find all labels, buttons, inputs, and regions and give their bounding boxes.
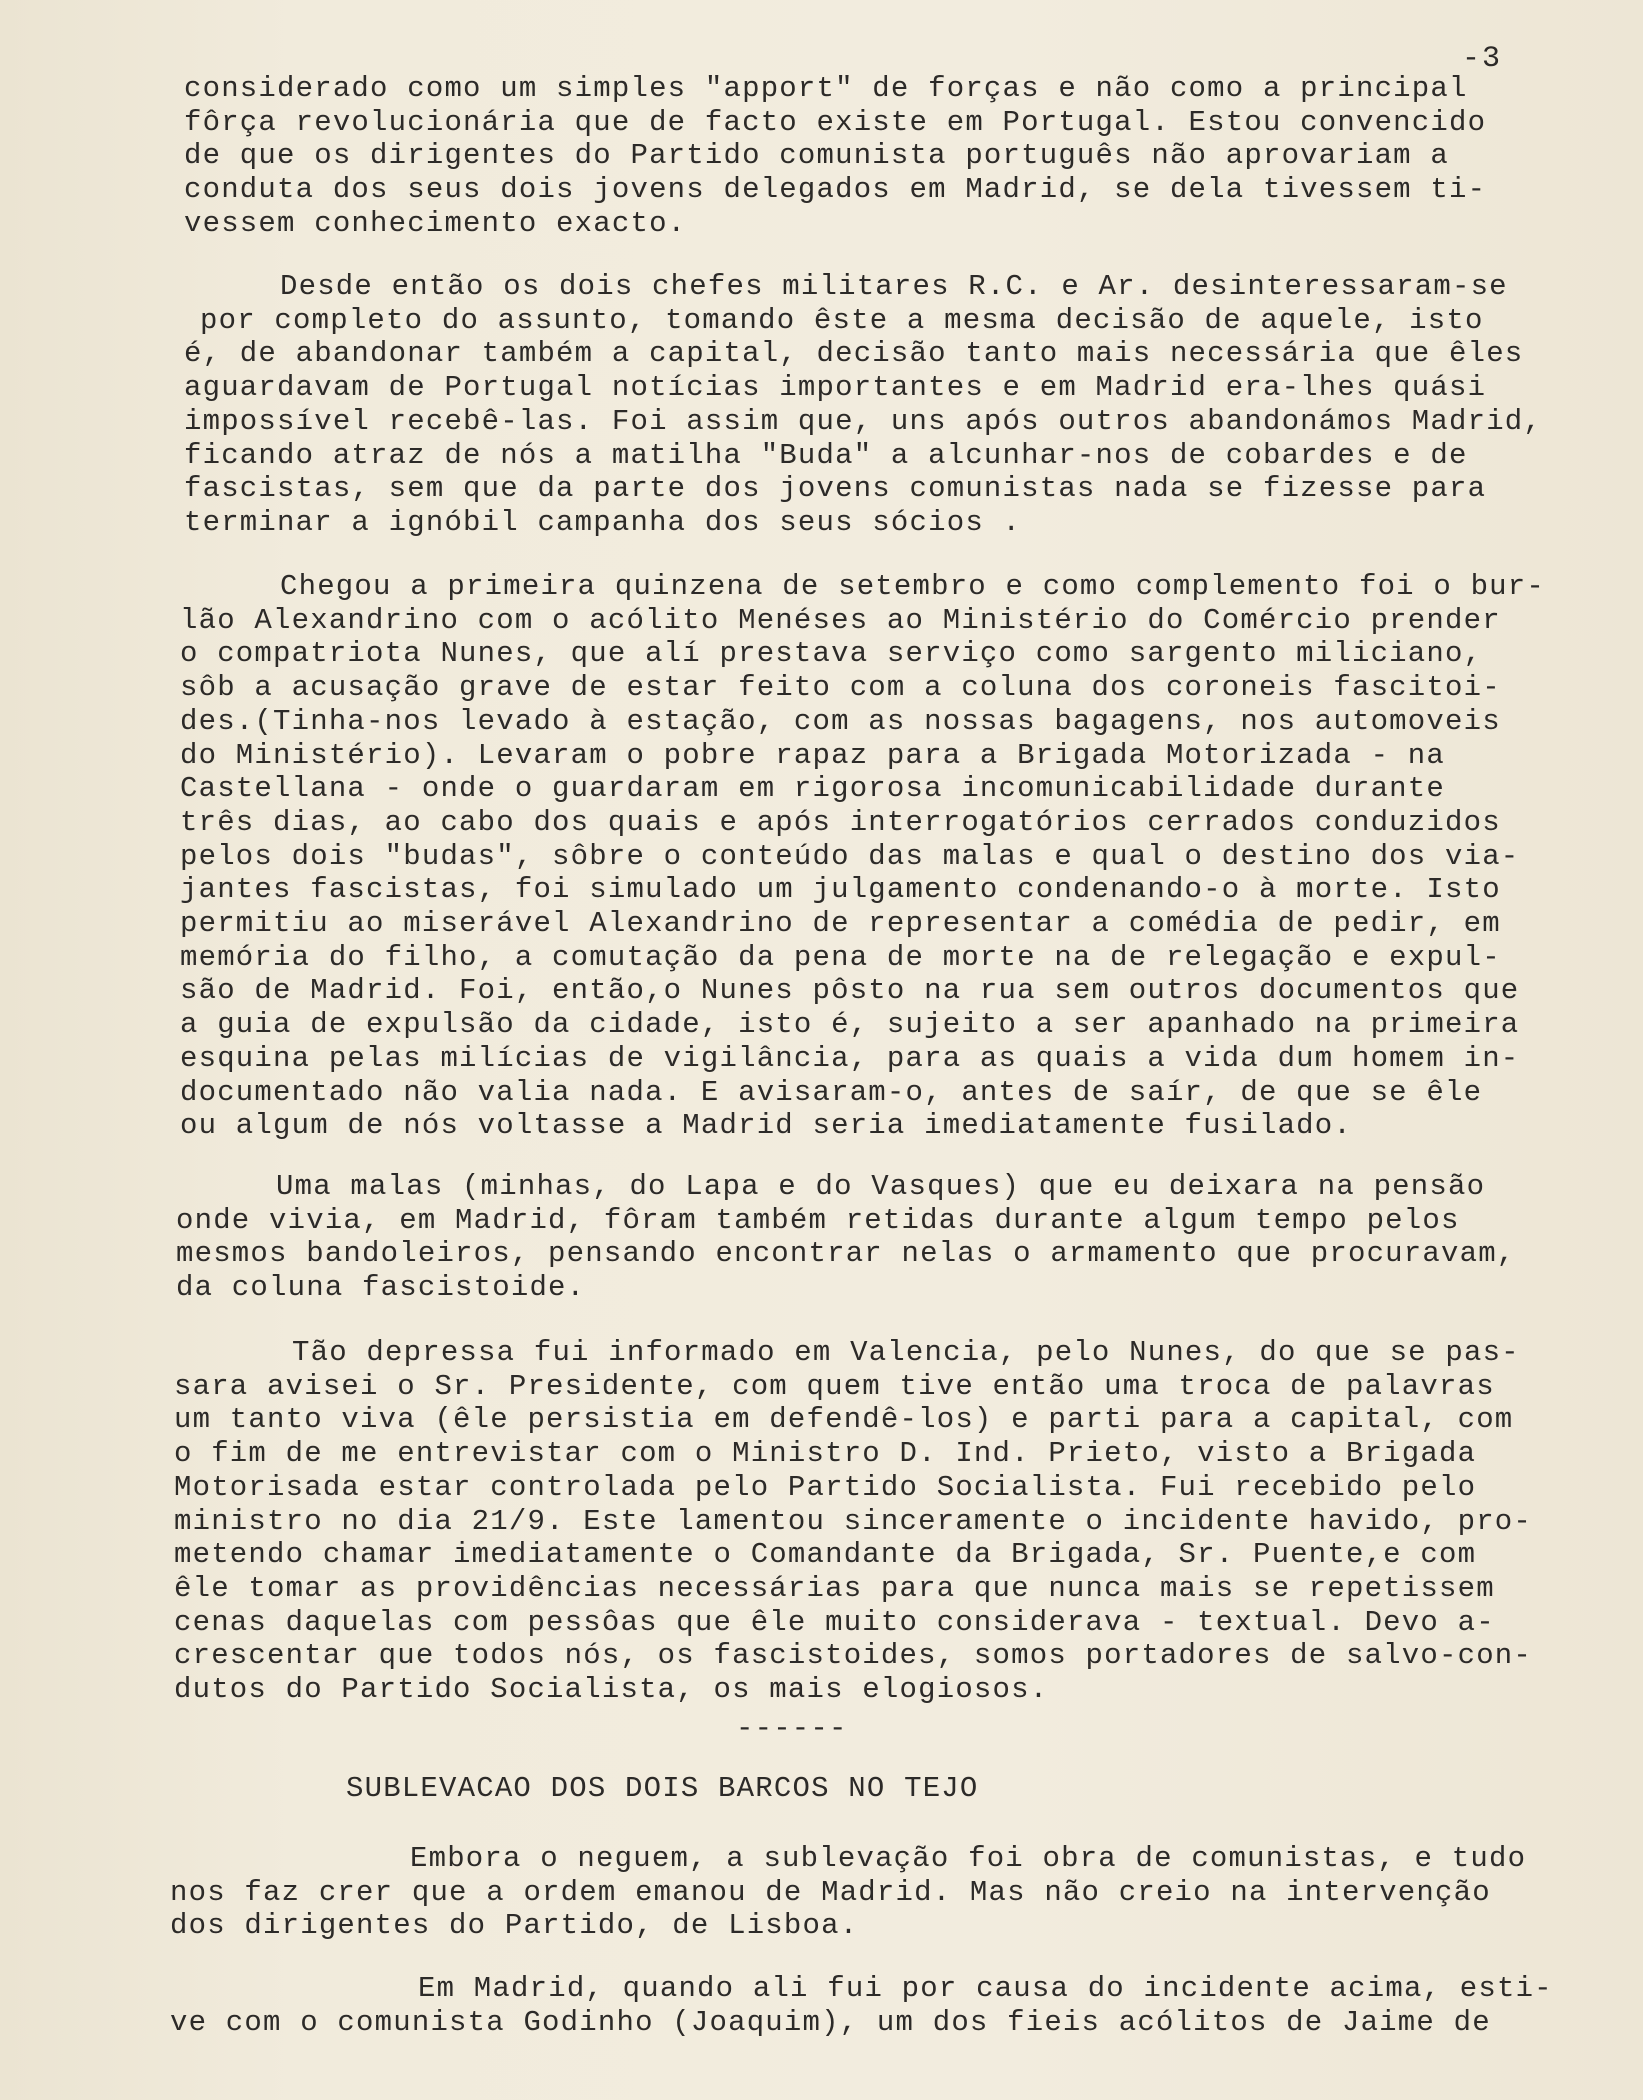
text-line: três dias, ao cabo dos quais e após interrogatórios cerrados conduzidos xyxy=(180,805,1501,839)
text-line: dos dirigentes do Partido, de Lisboa. xyxy=(170,1909,859,1943)
text-line: ministro no dia 21/9. Este lamentou sinceramente o incidente havido, pro- xyxy=(174,1504,1533,1538)
text-line: conduta dos seus dois jovens delegados em Madrid, se dela tivessem ti- xyxy=(184,173,1487,207)
text-line: memória do filho, a comutação da pena de morte na de relegação e expul- xyxy=(180,940,1501,974)
text-line: documentado não valia nada. E avisaram-o, antes de saír, de que se êle xyxy=(180,1075,1483,1109)
paragraph-1 xyxy=(184,72,1486,241)
text-line: fôrça revolucionária que de facto existe em Portugal. Estou convencido xyxy=(184,105,1487,139)
text-line: de que os dirigentes do Partido comunista português não aprovariam a xyxy=(184,139,1449,173)
text-line: da coluna fascistoide. xyxy=(176,1271,586,1305)
paragraph-7 xyxy=(170,1972,1553,2039)
paragraph-4 xyxy=(176,1170,1515,1305)
text-line: pelos dois "budas", sôbre o conteúdo das malas e qual o destino dos via- xyxy=(180,839,1520,873)
text-line: do Ministério). Levaram o pobre rapaz para a Brigada Motorizada - na xyxy=(180,738,1445,772)
text-line: terminar a ignóbil campanha dos seus sócios . xyxy=(184,505,1022,539)
text-line: considerado como um simples "apport" de forças e não como a principal xyxy=(184,72,1468,105)
text-line: impossível recebê-las. Foi assim que, uns após outros abandonámos Madrid, xyxy=(184,404,1543,438)
text-line: Castellana - onde o guardaram em rigorosa incomunicabilidade durante xyxy=(180,772,1445,806)
text-line: a guia de expulsão da cidade, isto é, sujeito a ser apanhado na primeira xyxy=(180,1008,1520,1042)
text-line: o fim de me entrevistar com o Ministro D. Ind. Prieto, visto a Brigada xyxy=(174,1437,1477,1471)
text-line: mesmos bandoleiros, pensando encontrar nelas o armamento que procuravam, xyxy=(176,1237,1516,1271)
text-line: Uma malas (minhas, do Lapa e do Vasques) que eu deixara na pensão xyxy=(276,1170,1486,1203)
text-line: por completo do assunto, tomando êste a mesma decisão de aquele, isto xyxy=(200,303,1484,337)
page-number: -3 xyxy=(1462,42,1503,76)
text-line: ve com o comunista Godinho (Joaquim), um dos fieis acólitos de Jaime de xyxy=(170,2005,1491,2039)
text-line: des.(Tinha-nos levado à estação, com as nossas bagagens, nos automoveis xyxy=(180,704,1501,738)
text-line: jantes fascistas, foi simulado um julgamento condenando-o à morte. Isto xyxy=(180,873,1501,907)
text-line: sara avisei o Sr. Presidente, com quem tive então uma troca de palavras xyxy=(174,1369,1495,1403)
section-separator: ------ xyxy=(736,1712,848,1745)
text-line: êle tomar as providências necessárias para que nunca mais se repetissem xyxy=(174,1571,1495,1605)
text-line: lão Alexandrino com o acólito Menéses ao Ministério do Comércio prender xyxy=(180,603,1501,637)
text-line: permitiu ao miserável Alexandrino de representar a comédia de pedir, em xyxy=(180,907,1501,941)
section-heading: SUBLEVACAO DOS DOIS BARCOS NO TEJO xyxy=(346,1772,979,1805)
text-line: Embora o neguem, a sublevação foi obra de comunistas, e tudo xyxy=(410,1842,1527,1875)
text-line: sôb a acusação grave de estar feito com a coluna dos coroneis fascitoi- xyxy=(180,671,1501,705)
text-line: um tanto viva (êle persistia em defendê-los) e parti para a capital, com xyxy=(174,1403,1514,1437)
text-line: cenas daquelas com pessôas que êle muito considerava - textual. Devo a- xyxy=(174,1605,1495,1639)
text-line: esquina pelas milícias de vigilância, para as quais a vida dum homem in- xyxy=(180,1041,1520,1075)
paragraph-2 xyxy=(184,270,1542,540)
text-line: vessem conhecimento exacto. xyxy=(184,206,687,240)
paragraph-6 xyxy=(170,1842,1526,1943)
text-line: ficando atraz de nós a matilha "Buda" a alcunhar-nos de cobardes e de xyxy=(184,438,1468,472)
text-line: fascistas, sem que da parte dos jovens comunistas nada se fizesse para xyxy=(184,472,1487,506)
text-line: Tão depressa fui informado em Valencia, pelo Nunes, do que se pas- xyxy=(292,1336,1520,1369)
text-line: ou algum de nós voltasse a Madrid seria imediatamente fusilado. xyxy=(180,1109,1352,1143)
text-line: Chegou a primeira quinzena de setembro e como complemento foi o bur- xyxy=(280,570,1545,603)
text-line: Motorisada estar controlada pelo Partido Socialista. Fui recebido pelo xyxy=(174,1470,1477,1504)
text-line: Desde então os dois chefes militares R.C. e Ar. desinteressaram-se xyxy=(280,270,1508,303)
text-line: é, de abandonar também a capital, decisão tanto mais necessária que êles xyxy=(184,337,1524,371)
text-line: aguardavam de Portugal notícias importantes e em Madrid era-lhes quási xyxy=(184,371,1487,405)
text-line: metendo chamar imediatamente o Comandante da Brigada, Sr. Puente,e com xyxy=(174,1538,1477,1572)
text-line: são de Madrid. Foi, então,o Nunes pôsto na rua sem outros documentos que xyxy=(180,974,1520,1008)
text-line: o compatriota Nunes, que alí prestava serviço como sargento miliciano, xyxy=(180,637,1483,671)
text-line: Em Madrid, quando ali fui por causa do incidente acima, esti- xyxy=(418,1972,1553,2005)
text-line: dutos do Partido Socialista, os mais elogiosos. xyxy=(174,1673,1049,1707)
paragraph-3 xyxy=(180,570,1545,1143)
text-line: crescentar que todos nós, os fascistoides, somos portadores de salvo-con- xyxy=(174,1639,1533,1673)
text-line: onde vivia, em Madrid, fôram também retidas durante algum tempo pelos xyxy=(176,1203,1460,1237)
paragraph-5 xyxy=(174,1336,1532,1707)
text-line: nos faz crer que a ordem emanou de Madrid. Mas não creio na intervenção xyxy=(170,1875,1491,1909)
